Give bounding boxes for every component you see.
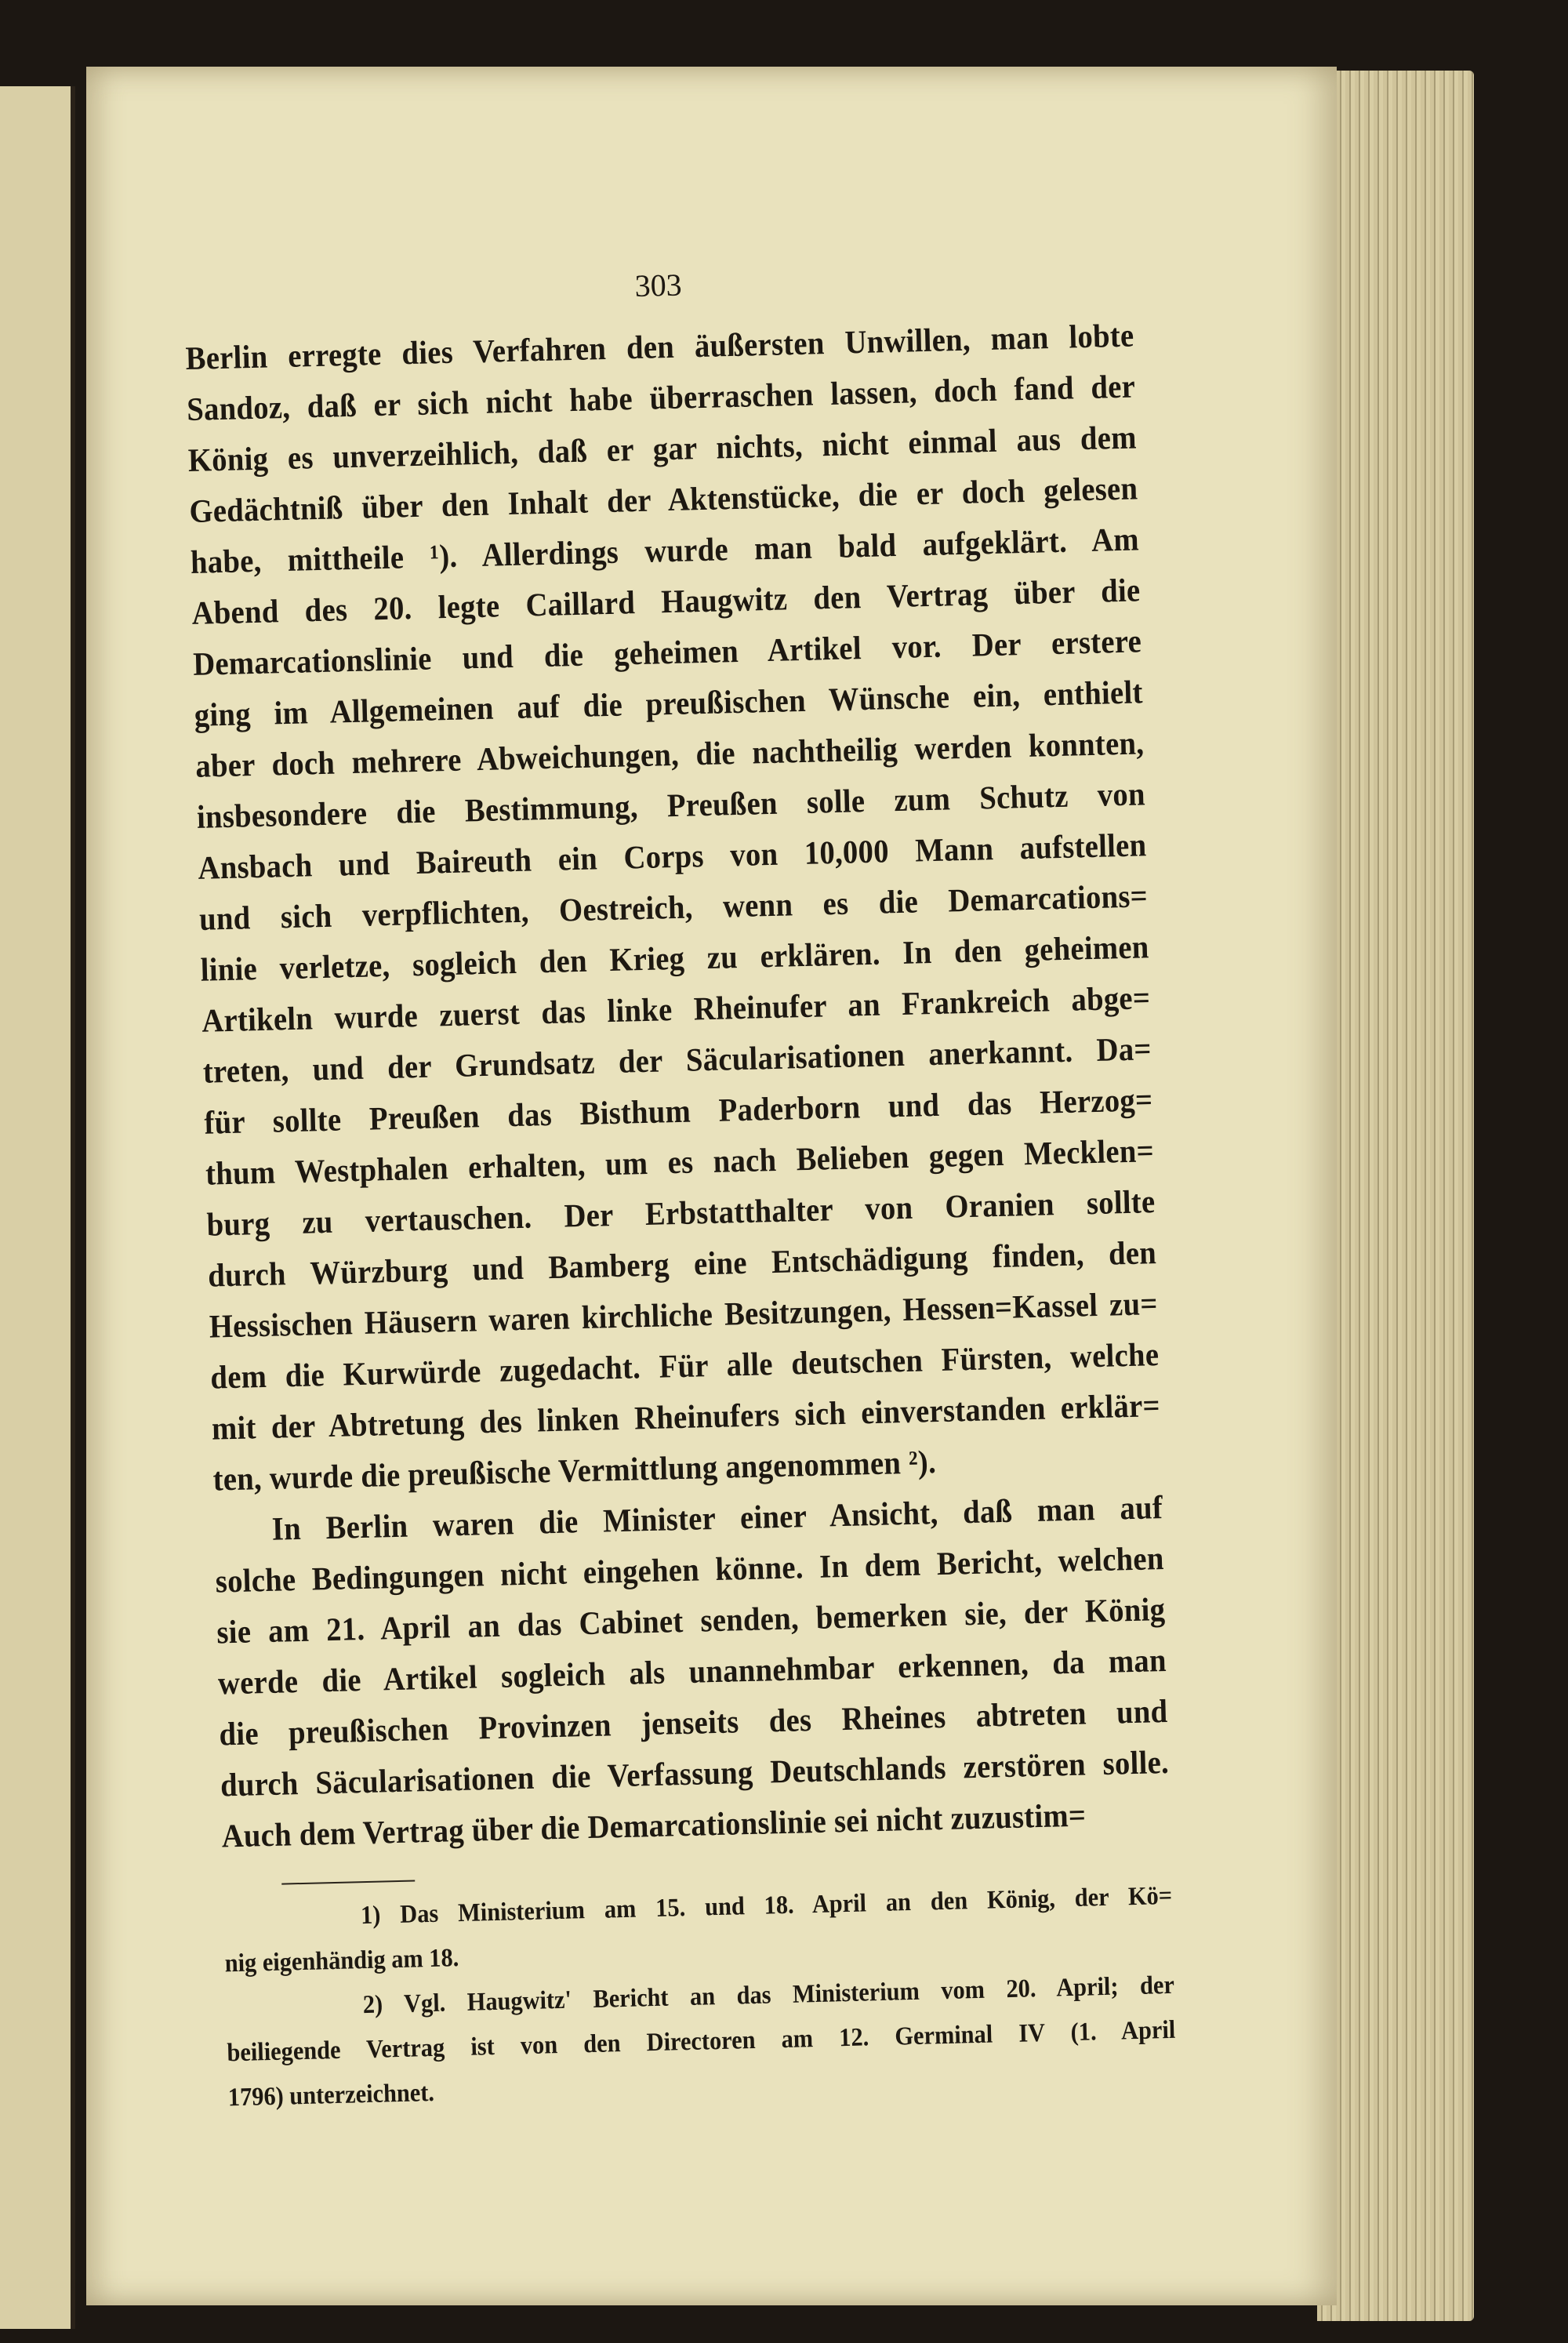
text-line: aber doch mehrere Abweichungen, die nachtheilig werden konnten, — [194, 725, 1145, 785]
footnote-line: beiliegende Vertrag ist von den Directoren am 12. Germinal IV (1. April — [227, 2015, 1176, 2068]
text-line: solche Bedingungen nicht eingehen könne. In dem Bericht, welchen — [215, 1541, 1165, 1600]
text-line: Berlin erregte dies Verfahren den äußersten Unwillen, man lobte — [185, 318, 1134, 378]
footnote-line: 2) Vgl. Haugwitz' Bericht an das Ministerium vom 20. April; der — [362, 1971, 1175, 2020]
text-line: die preußischen Provinzen jenseits des Rheines abtreten und — [219, 1693, 1168, 1753]
body-text — [185, 311, 1171, 1862]
book-page — [86, 67, 1337, 2305]
text-line: ten, wurde die preußische Vermittlung angenommen ²). — [212, 1444, 937, 1498]
text-line: In Berlin waren die Minister einer Ansicht, daß man auf — [271, 1490, 1163, 1548]
text-line: für sollte Preußen das Bisthum Paderborn und das Herzog= — [203, 1082, 1153, 1142]
text-line: treten, und der Grundsatz der Säcularisationen anerkannt. Da= — [202, 1031, 1152, 1091]
text-line: König es unverzeihlich, daß er gar nichts, nicht einmal aus dem — [187, 420, 1138, 479]
page-stack-edges — [1317, 71, 1474, 2321]
text-line: Abend des 20. legte Caillard Haugwitz den Vertrag über die — [191, 572, 1141, 632]
text-line: thum Westphalen erhalten, um es nach Belieben gegen Mecklen= — [205, 1133, 1155, 1193]
text-line: durch Säcularisationen die Verfassung Deutschlands zerstören solle. — [220, 1744, 1170, 1804]
page-content — [183, 255, 1177, 2120]
text-line: durch Würzburg und Bamberg eine Entschädigung finden, den — [207, 1235, 1157, 1295]
text-line: linie verletze, sogleich den Krieg zu erklären. In den geheimen — [200, 929, 1150, 989]
text-line: dem die Kurwürde zugedacht. Für alle deutschen Fürsten, welche — [209, 1337, 1160, 1397]
text-line: mit der Abtretung des linken Rheinufers sich einverstanden erklär= — [211, 1388, 1161, 1448]
footnote-line: 1796) unterzeichnet. — [227, 2078, 435, 2112]
text-line: insbesondere die Bestimmung, Preußen solle zum Schutz von — [196, 776, 1146, 836]
text-line: Auch dem Vertrag über die Demarcationslinie sei nicht zuzustim= — [221, 1797, 1087, 1855]
text-line: Demarcationslinie und die geheimen Artikel vor. Der erstere — [192, 623, 1142, 683]
footnote-line: nig eigenhändig am 18. — [224, 1944, 459, 1978]
footnote-rule — [281, 1880, 415, 1884]
text-line: Gedächtniß über den Inhalt der Aktenstücke, die er doch gelesen — [188, 470, 1138, 530]
footnotes — [223, 1874, 1178, 2120]
left-page-edge — [0, 86, 75, 2329]
text-line: sie am 21. April an das Cabinet senden, bemerken sie, der König — [216, 1591, 1166, 1651]
text-line: Ansbach und Baireuth ein Corps von 10,000 Mann aufstellen — [198, 827, 1147, 887]
text-line: Sandoz, daß er sich nicht habe überraschen lassen, doch fand der — [186, 369, 1136, 429]
text-line: burg zu vertauschen. Der Erbstatthalter von Oranien sollte — [206, 1184, 1156, 1244]
page-number: 303 — [634, 267, 683, 303]
text-line: ging im Allgemeinen auf die preußischen Wünsche ein, enthielt — [194, 674, 1144, 734]
text-line: und sich verpflichten, Oestreich, wenn es die Demarcations= — [198, 878, 1149, 938]
footnote-line: 1) Das Ministerium am 15. und 18. April an den König, der Kö= — [360, 1881, 1173, 1931]
text-line: habe, mittheile ¹). Allerdings wurde man bald aufgeklärt. Am — [190, 521, 1140, 581]
text-line: Artikeln wurde zuerst das linke Rheinufer an Frankreich abge= — [201, 980, 1151, 1040]
text-line: Hessischen Häusern waren kirchliche Besitzungen, Hessen=Kassel zu= — [209, 1286, 1159, 1346]
text-line: werde die Artikel sogleich als unannehmbar erkennen, da man — [217, 1642, 1167, 1702]
